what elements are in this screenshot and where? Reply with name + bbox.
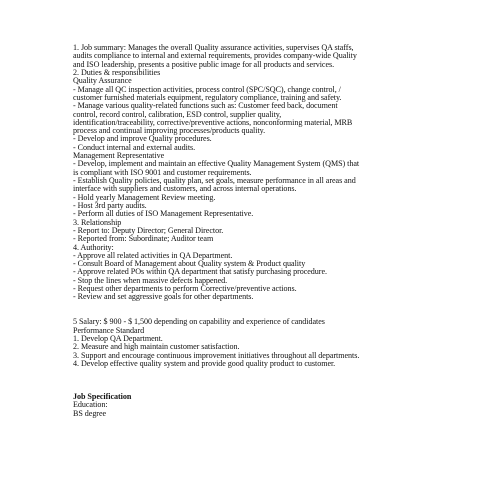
text-line: - Request other departments to perform Corrective/preventive actions.	[73, 284, 297, 294]
text-line: 4. Authority:	[73, 242, 114, 252]
text-line: - Stop the lines when massive defects happened.	[73, 275, 228, 285]
text-line: - Hold yearly Management Review meeting.	[73, 192, 216, 202]
text-line: - Develop and improve Quality procedures.	[73, 134, 212, 144]
job-specification-section	[73, 393, 423, 418]
text-line: 3. Relationship	[73, 217, 122, 227]
text-line: - Conduct internal and external audits.	[73, 142, 196, 152]
text-line: 1. Job summary: Manages the overall Quality assurance activities, supervises QA staffs,	[73, 43, 354, 52]
text-line: 1. Develop QA Department.	[73, 333, 163, 343]
document-body	[73, 44, 423, 418]
text-line: Quality Assurance	[73, 76, 132, 86]
text-line: - Approve all related activities in QA Department.	[73, 250, 233, 260]
blank-line	[73, 368, 423, 376]
text-line: 2. Measure and high maintain customer satisfaction.	[73, 342, 240, 352]
blank-line	[73, 377, 423, 385]
text-line: Education:	[73, 400, 108, 410]
blank-line	[73, 302, 423, 310]
text-line: BS degree	[73, 408, 107, 418]
text-line: - Reported from: Subordinate; Auditor team	[73, 234, 214, 244]
text-line: audits compliance to internal and external requirements, provides company-wide Quality	[73, 51, 357, 61]
text-line: - Host 3rd party audits.	[73, 200, 147, 210]
text-line: is compliant with ISO 9001 and customer requirements.	[73, 167, 252, 177]
text-line: - Manage various quality-related functions such as: Customer feed back, document	[73, 101, 338, 111]
text-line: - Approve related POs within QA department that satisfy purchasing procedure.	[73, 267, 327, 277]
text-line: 5 Salary: $ 900 - $ 1,500 depending on capability and experience of candidates	[73, 317, 325, 327]
job-description-section	[73, 44, 423, 302]
text-line: Performance Standard	[73, 325, 145, 335]
text-line: identification/traceability, corrective/preventive actions, nonconforming material, MRB	[73, 117, 353, 127]
text-line: customer furnished materials equipment, regulatory compliance, training and safety.	[73, 92, 342, 102]
text-line: control, record control, calibration, ESD control, supplier quality,	[73, 109, 282, 119]
text-line: 2. Duties & responsibilities	[73, 67, 161, 77]
text-line: process and continual improving processes/products quality.	[73, 126, 266, 136]
text-line: interface with suppliers and customers, and across internal operations.	[73, 184, 297, 194]
text-line: 3. Support and encourage continuous improvement initiatives throughout all departments.	[73, 350, 360, 360]
text-line: - Manage all QC inspection activities, process control (SPC/SQC), change control, /	[73, 84, 341, 94]
text-line: Management Representative	[73, 151, 165, 161]
salary-performance-section	[73, 318, 423, 368]
text-line: - Perform all duties of ISO Management Representative.	[73, 209, 254, 219]
text-line: - Report to: Deputy Director; General Director.	[73, 225, 224, 235]
text-line: - Consult Board of Management about Quality system & Product quality	[73, 259, 306, 269]
text-line: - Establish Quality policies, quality plan, set goals, measure performance in all areas and	[73, 176, 356, 185]
text-line: 4. Develop effective quality system and provide good quality product to customer.	[73, 358, 336, 368]
section-heading: Job Specification	[73, 392, 132, 402]
text-line: - Review and set aggressive goals for other departments.	[73, 292, 254, 302]
text-line: and ISO leadership, presents a positive public image for all products and services.	[73, 59, 335, 69]
text-line: - Develop, implement and maintain an effective Quality Management System (QMS) that	[73, 159, 360, 169]
